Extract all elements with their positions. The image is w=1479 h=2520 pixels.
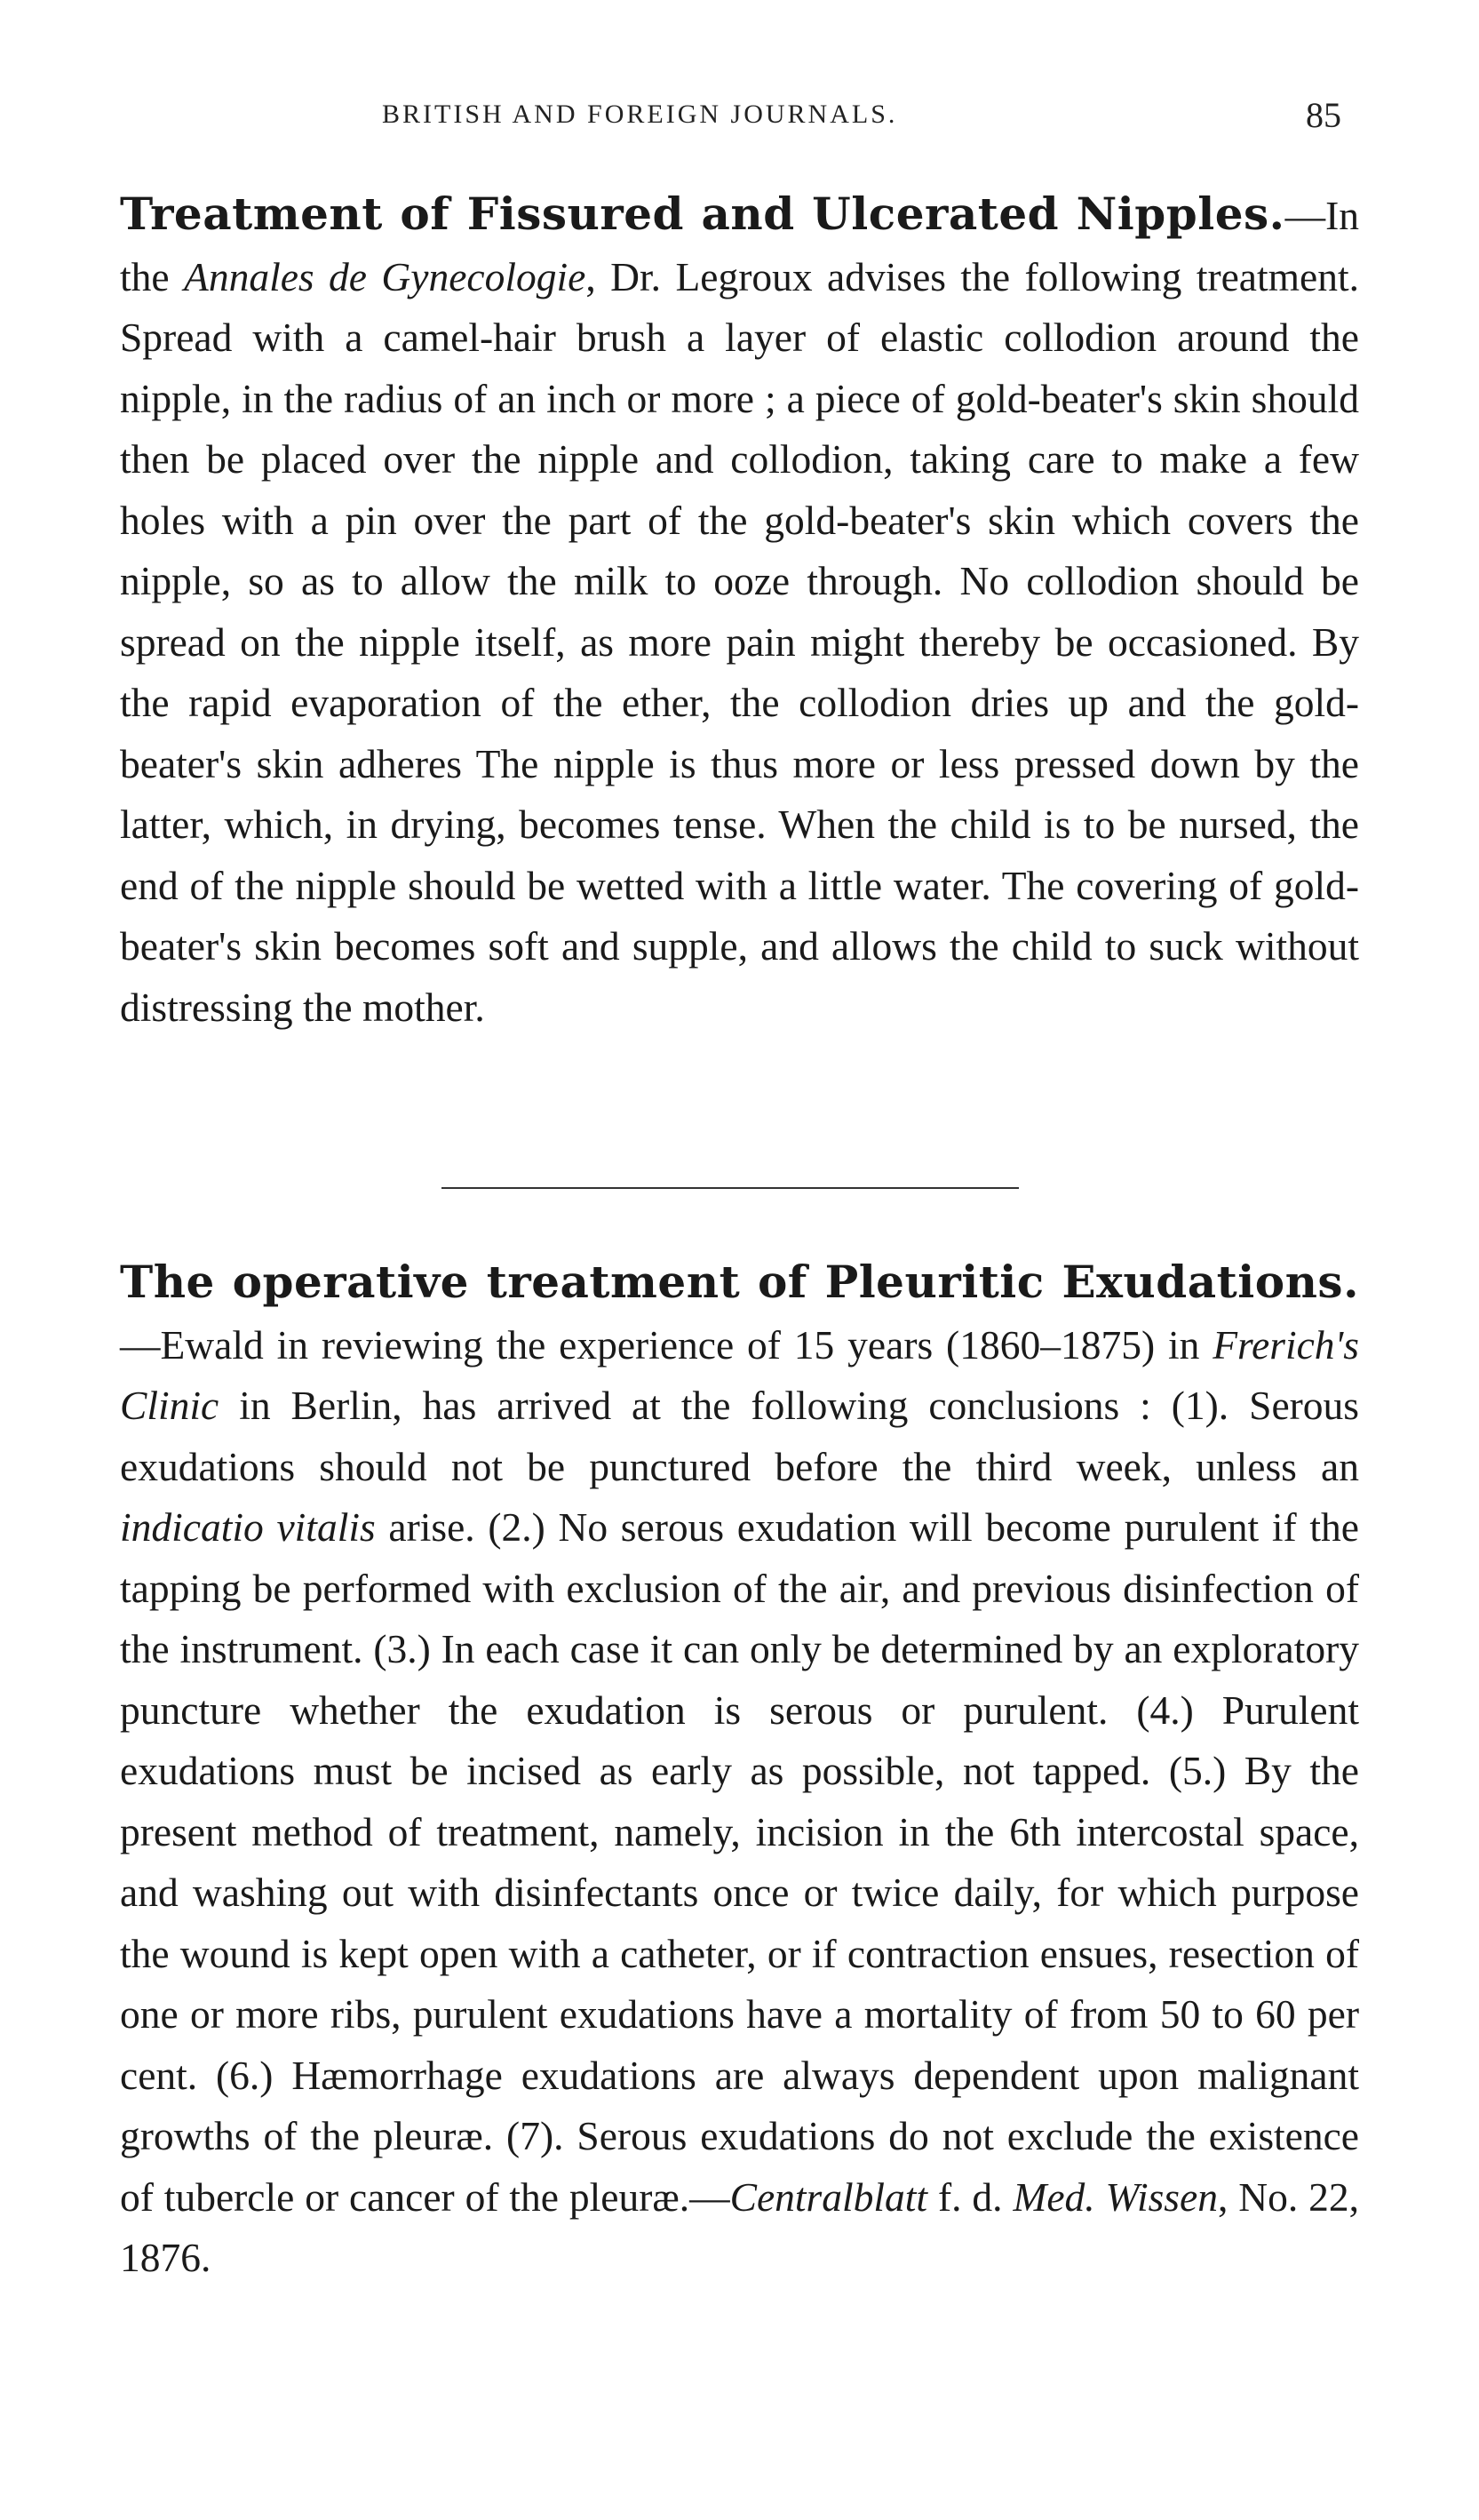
clinic-name: Frerich's Clinic bbox=[120, 1321, 1359, 1428]
latin-term: indicatio vitalis bbox=[120, 1504, 376, 1550]
source-journal-abbrev: Med. Wissen bbox=[1013, 2173, 1218, 2220]
section-divider bbox=[441, 1187, 1019, 1189]
article-body-part: in Berlin, has arrived at the following conclusions : (1). Serous exudations should not be punctured before the third week, unless an bbox=[120, 1383, 1359, 1489]
running-head bbox=[0, 95, 1479, 144]
running-title: BRITISH AND FOREIGN JOURNALS. bbox=[382, 100, 898, 129]
article-body-part: Ewald in reviewing the experience of 15 years (1860–1875) in bbox=[160, 1321, 1213, 1368]
article-citation: , No. 22, 1876. bbox=[120, 2173, 1359, 2280]
article-pleuritic bbox=[120, 1252, 1359, 2289]
source-journal: Centralblatt bbox=[729, 2173, 928, 2220]
page-number: 85 bbox=[1306, 95, 1341, 135]
article-body: , Dr. Legroux advises the following treatment. Spread with a camel-hair brush a layer of elastic collodion around the nipple, in the radius of an inch or more ; a piece of gold-beater's skin should then be placed over the nipple and collodion, taking care to make a few holes with a pin over the part of the gold-beater's skin which covers the nipple, so as to allow the milk to ooze through. No collodion should be spread on the nipple itself, as more pain might thereby be occasioned. By the rapid evaporation of the ether, the collodion dries up and the gold-beater's skin adheres The nipple is thus more or less pressed down by the latter, which, in drying, becomes tense. When the child is to be nursed, the end of the nipple should be wetted with a little water. The covering of gold-beater's skin becomes soft and supple, and allows the child to suck without distressing the mother. bbox=[120, 253, 1359, 1030]
article-body-part: f. d. bbox=[927, 2173, 1014, 2220]
article-heading: The operative treatment of Pleuritic Exudations. bbox=[120, 1256, 1359, 1308]
source-journal: Annales de Gynecologie bbox=[184, 253, 586, 299]
article-intro: In the bbox=[120, 193, 1359, 299]
article-nipples bbox=[120, 184, 1359, 1038]
heading-dash: — bbox=[120, 1321, 161, 1368]
article-heading: Treatment of Fissured and Ulcerated Nipples. bbox=[120, 187, 1285, 240]
heading-dash: — bbox=[1284, 193, 1326, 238]
article-body-part: arise. (2.) No serous exudation will become purulent if the tapping be performed with exclusion of the air, and previous disinfection of the instrument. (3.) In each case it can only be determined by an exploratory puncture whether the exudation is serous or purulent. (4.) Purulent exudations must be incised as early as possible, not tapped. (5.) By the present method of treatment, namely, incision in the 6th intercostal space, and washing out with disinfectants once or twice daily, for which purpose the wound is kept open with a catheter, or if contraction ensues, resection of one or more ribs, purulent exudations have a mortality of from 50 to 60 per cent. (6.) Hæmorrhage exudations are always dependent upon malignant growths of the pleuræ. (7). Serous exudations do not exclude the existence of tubercle or cancer of the pleuræ.— bbox=[120, 1504, 1359, 2220]
